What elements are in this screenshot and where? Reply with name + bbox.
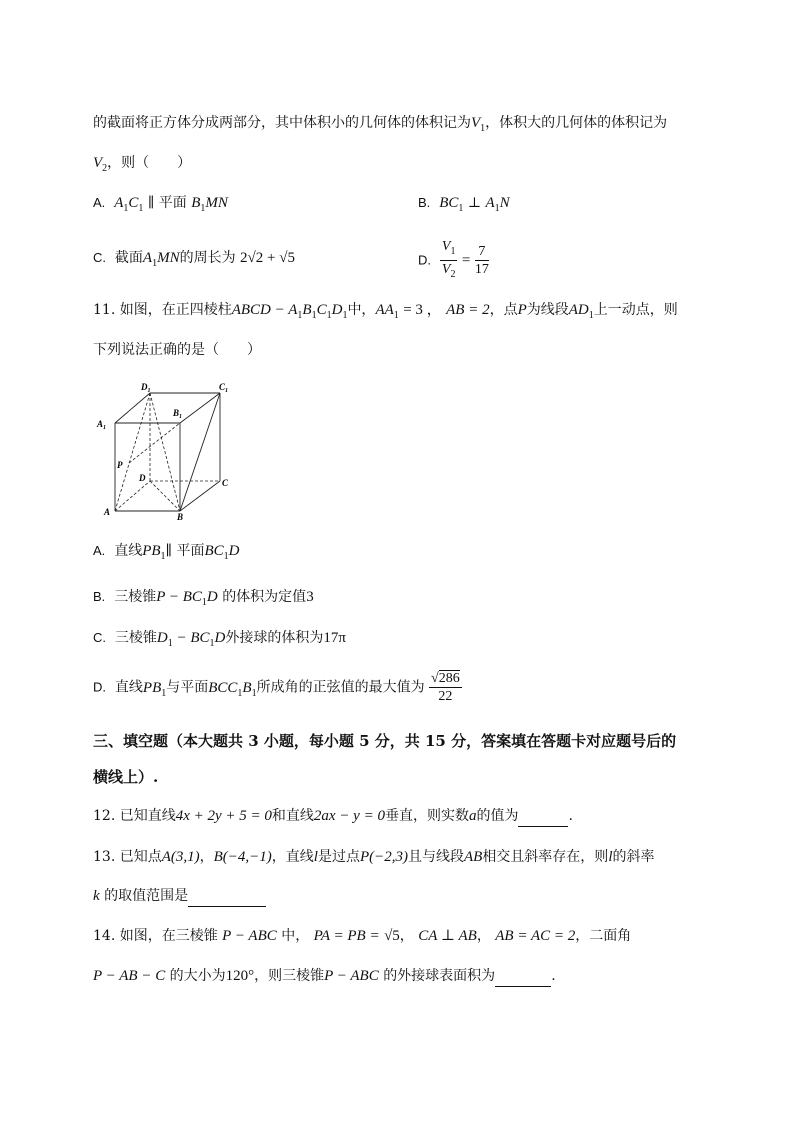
section3-title-line1: 三、填空题（本大题共 3 小题，每小题 5 分，共 15 分，答案填在答题卡对应题号后的 xyxy=(93,732,677,750)
q10-line2: $V_2$，则（ ） xyxy=(93,155,192,174)
q11-option-b: B. 三棱锥$P - BC_1D$ 的体积为定值3 xyxy=(93,589,314,608)
q13-line2: k 的取值范围是 xyxy=(93,886,266,907)
q11-option-c: C. 三棱锥$D_1 - BC_1D$外接球的体积为17π xyxy=(93,630,346,649)
q12-line: 12. 已知直线4x + 2y + 5 = 0和直线2ax − y = 0垂直，则实数a的值为 . xyxy=(93,806,573,827)
section3-title-line2: 横线上）. xyxy=(93,768,159,786)
label-a: A xyxy=(104,507,111,517)
q14-answer-blank[interactable] xyxy=(495,966,551,987)
prism-figure xyxy=(95,378,240,523)
q14-line1: 14. 如图，在三棱锥 P − ABC 中， PA = PB = √5， CA ⊥ AB， AB = AC = 2，二面角 xyxy=(93,928,632,944)
q11-option-d: D. 直线$PB_1$与平面$BCC_1B_1$所成角的正弦值的最大值为 $\frac{√286}{22}$ xyxy=(93,671,460,704)
q11-line1: 11. 如图，在正四棱柱ABCD − $A_1B_1C_1D_1$中，$AA_1 = 3$ ， AB = 2，点P为线段$AD_1$上一动点，则 xyxy=(93,302,678,321)
label-a1: $A_1$ xyxy=(97,419,107,431)
label-b: B xyxy=(177,512,184,522)
label-d: D xyxy=(139,473,146,483)
q13-answer-blank[interactable] xyxy=(188,886,266,907)
q10-option-c: C. 截面$A_1MN$的周长为 2√2 + √5 xyxy=(93,250,295,269)
q13-line1: 13. 已知点A(3,1)，B(−4,−1)，直线l是过点P(−2,3)且与线段AB相交且斜率存在，则l的斜率 xyxy=(93,849,655,865)
q10-option-d: D. $\frac{V_1}{V_2}$ = $\frac{7}{17}$ xyxy=(418,239,489,280)
q11-line2: 下列说法正确的是（ ） xyxy=(93,342,261,358)
q14-line2: P − AB − C 的大小为120°，则三棱锥P − ABC 的外接球表面积为 . xyxy=(93,966,556,987)
q12-answer-blank[interactable] xyxy=(518,806,568,827)
q11-option-a: A. 直线$PB_1\parallel$ 平面$BC_1D$ xyxy=(93,543,240,562)
q10-option-b: B. $BC_1$ ⊥ $A_1N$ xyxy=(418,195,510,214)
label-c1: $C_1$ xyxy=(219,382,229,394)
label-c: C xyxy=(222,478,229,488)
q10-option-a: A. $A_1C_1$ ∥ 平面 $B_1MN$ xyxy=(93,195,228,214)
label-p: P xyxy=(117,460,123,470)
label-d1: $D_1$ xyxy=(141,382,151,394)
label-b1: $B_1$ xyxy=(173,408,183,420)
q10-line1: 的截面将正方体分成两部分，其中体积小的几何体的体积记为$V_1$，体积大的几何体的体积记为 xyxy=(93,115,668,134)
